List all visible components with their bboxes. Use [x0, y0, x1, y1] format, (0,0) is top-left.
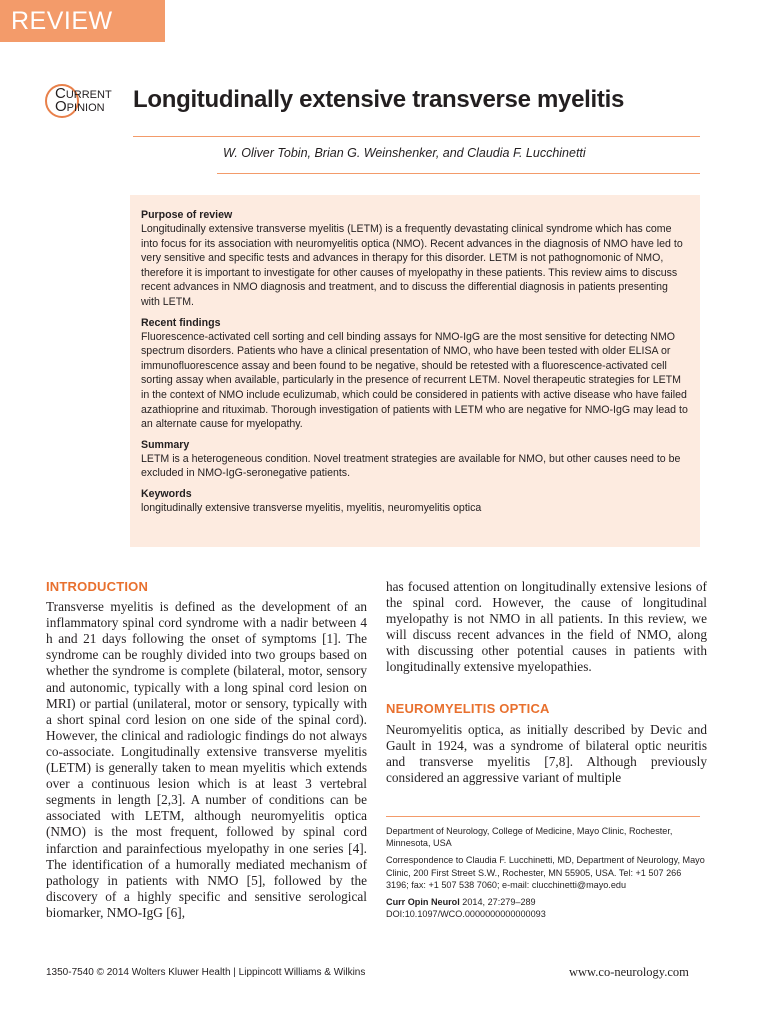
footer-copyright: 1350-7540 © 2014 Wolters Kluwer Health | Lippincott Williams & Wilkins	[46, 967, 366, 978]
article-title: Longitudinally extensive transverse myelitis	[133, 86, 624, 113]
logo-initial-c: C	[55, 85, 66, 102]
title-divider	[133, 136, 700, 137]
abstract-box	[130, 195, 700, 547]
right-column	[386, 579, 707, 786]
introduction-continued-text: has focused attention on longitudinally extensive lesions of the spinal cord. However, the cause of longitudinal myelopathy is not NMO in all patients. In this review, we will discuss recent advances in the field of NMO, along with discussing other potential causes in patients with longitudinally extensive myelopathies.	[386, 579, 707, 675]
footer-website: www.co-neurology.com	[569, 965, 689, 979]
introduction-heading: INTRODUCTION	[46, 579, 149, 594]
findings-text: Fluorescence-activated cell sorting and cell binding assays for NMO-IgG are the most sensitive for detecting NMO spectrum disorders. Patients who have a clinical presentation of NMO, who have been tested with older ELISA or immunofluorescence assay and been found to be negative, should be retested with a fluorescence-activated cell sorting assay when available, particularly in the presence of recurrent LETM. Novel therapeutic strategies for LETM in the context of NMO include eculizumab, which could be considered in patients with active disease who have failed azathioprine and rituximab. Thorough investigation of patients with LETM who are negative for NMO-IgG may lead to an alternate cause for myelopathy.	[141, 330, 688, 431]
citation-details: 2014, 27:279–289	[459, 897, 536, 908]
doi: DOI:10.1097/WCO.0000000000000093	[386, 909, 546, 920]
logo-initial-o: O	[55, 98, 67, 115]
summary-heading: Summary	[141, 438, 190, 451]
logo-line2-rest: PINION	[66, 102, 105, 114]
authors: W. Oliver Tobin, Brian G. Weinshenker, and Claudia F. Lucchinetti	[223, 146, 586, 160]
purpose-heading: Purpose of review	[141, 209, 233, 221]
purpose-text: Longitudinally extensive transverse myelitis (LETM) is a frequently devastating clinical syndrome which has come into focus for its association with neuromyelitis optica (NMO). Recent advances in the diagnosis of NMO have led to very sensitive and specific tests and advances in therapy for this disorder. LETM is not pathognomonic of NMO, therefore it is important to investigate for other causes of myelopathy in these patients. This review aims to discuss recent advances in NMO diagnosis and treatment, and to discuss the differential diagnosis in patients presenting with LETM.	[141, 223, 683, 308]
introduction-text: Transverse myelitis is defined as the development of an inflammatory spinal cord syndrome with a nadir between 4 h and 21 days following the onset of symptoms [1]. The syndrome can be roughly divided into two groups based on whether the syndrome is complete (bilateral, motor, sensory and autonomic, typically with a long spinal cord lesion on MRI) or partial (unilateral, motor or sensory, typically with a short spinal cord lesion on one side of the spinal cord). However, the clinical and radiologic findings do not always co-associate. Longitudinally extensive transverse myelitis (LETM) is generally taken to mean myelitis which extends over a continuous lesion which is at least 3 vertebral segments in length [2,3]. A number of conditions can be associated with LETM, although neuromyelitis optica (NMO) is the most frequent, followed by spinal cord infarction and parainfectious myelopathy in one series [4]. The identification of a humorally mediated mechanism of pathology in patients with NMO [5], followed by the discovery of a highly specific and sensitive serological biomarker, NMO-IgG [6],	[46, 599, 367, 920]
authors-divider	[217, 173, 700, 174]
keywords-heading: Keywords	[141, 487, 192, 500]
current-opinion-logo	[45, 84, 119, 118]
journal-name: Curr Opin Neurol	[386, 897, 460, 908]
affiliation-block	[386, 825, 706, 925]
affiliation-divider	[386, 816, 700, 817]
nmo-heading: NEUROMYELITIS OPTICA	[386, 700, 550, 716]
department: Department of Neurology, College of Medicine, Mayo Clinic, Rochester, Minnesota, USA	[386, 826, 673, 849]
correspondence: Correspondence to Claudia F. Lucchinetti, MD, Department of Neurology, Mayo Clinic, 200 First Street S.W., Rochester, MN 55905, USA. Tel: +1 507 266 3196; fax: +1 507 538 7060; e-mail: clucchinetti@mayo.edu	[386, 855, 705, 890]
findings-heading: Recent findings	[141, 316, 221, 329]
nmo-text: Neuromyelitis optica, as initially described by Devic and Gault in 1924, was a syndrome of bilateral optic neuritis and transverse myelitis [7,8]. Although previously considered an aggressive variant of multiple	[386, 721, 707, 785]
keywords-text: longitudinally extensive transverse myelitis, myelitis, neuromyelitis optica	[141, 501, 482, 514]
left-column	[46, 579, 367, 921]
logo-line2	[55, 98, 105, 115]
summary-text: LETM is a heterogeneous condition. Novel treatment strategies are available for NMO, but other causes need to be excluded in NMO-IgG-seronegative patients.	[141, 452, 681, 480]
section-tag: REVIEW	[0, 0, 165, 42]
logo-line1-rest: URRENT	[65, 89, 112, 101]
journal-citation	[386, 896, 706, 920]
